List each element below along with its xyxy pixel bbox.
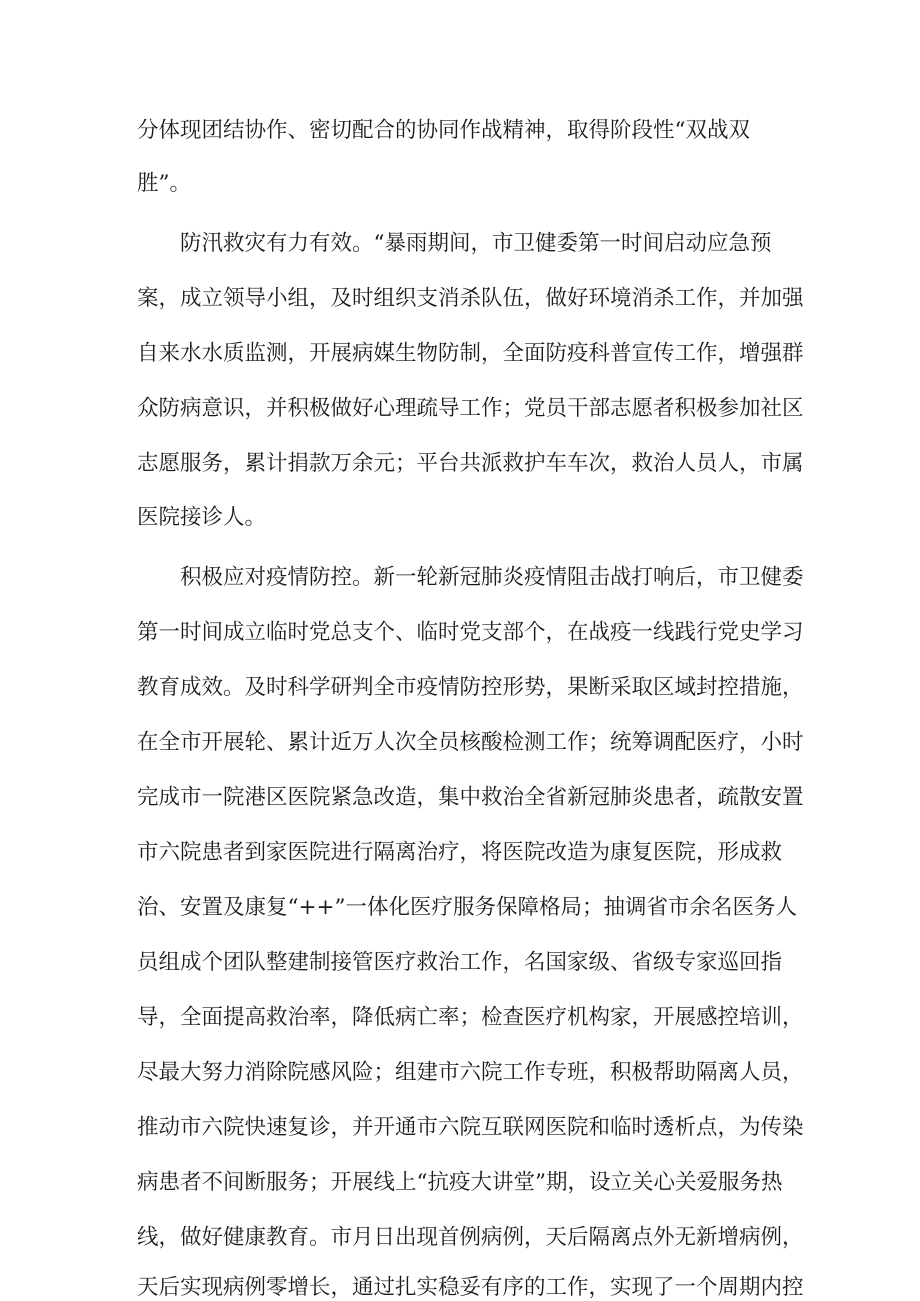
text-line: 第一时间成立临时党总支个、临时党支部个，在战疫一线践行党史学习 (137, 620, 804, 645)
text-line: 线，做好健康教育。市月日出现首例病例，天后隔离点外无新增病例， (137, 1225, 804, 1250)
text-line: 案，成立领导小组，及时组织支消杀队伍，做好环境消杀工作，并加强 (137, 286, 804, 311)
text-line: 尽最大努力消除院感风险；组建市六院工作专班，积极帮助隔离人员， (137, 1060, 804, 1085)
text-line: 完成市一院港区医院紧急改造，集中救治全省新冠肺炎患者，疏散安置 (137, 785, 804, 810)
text-line: 在全市开展轮、累计近万人次全员核酸检测工作；统筹调配医疗，小时 (137, 730, 804, 755)
text-line: 医院接诊人。 (137, 505, 267, 530)
text-line: 胜”。 (137, 171, 191, 196)
text-line: 天后实现病例零增长，通过扎实稳妥有序的工作，实现了一个周期内控 (137, 1275, 804, 1300)
text-line: 自来水水质监测，开展病媒生物防制，全面防疫科普宣传工作，增强群 (137, 341, 804, 366)
text-line: 教育成效。及时科学研判全市疫情防控形势，果断采取区域封控措施， (137, 675, 804, 700)
paragraph-first-line: 防汛救灾有力有效。“暴雨期间，市卫健委第一时间启动应急预 (180, 231, 772, 256)
text-line: 志愿服务，累计捐款万余元；平台共派救护车车次，救治人员人，市属 (137, 451, 804, 476)
text-line: 导，全面提高救治率，降低病亡率；检查医疗机构家，开展感控培训， (137, 1005, 804, 1030)
text-line: 众防病意识，并积极做好心理疏导工作；党员干部志愿者积极参加社区 (137, 396, 804, 421)
text-line: 推动市六院快速复诊，并开通市六院互联网医院和临时透析点，为传染 (137, 1115, 804, 1140)
text-line: 市六院患者到家医院进行隔离治疗，将医院改造为康复医院，形成救 (137, 840, 783, 865)
text-line: 病患者不间断服务；开展线上“抗疫大讲堂”期，设立关心关爱服务热 (137, 1170, 783, 1195)
paragraph-first-line: 积极应对疫情防控。新一轮新冠肺炎疫情阻击战打响后，市卫健委 (180, 565, 804, 590)
text-line: 治、安置及康复“++”一体化医疗服务保障格局；抽调省市余名医务人 (137, 895, 798, 920)
text-line: 分体现团结协作、密切配合的协同作战精神，取得阶段性“双战双 (137, 118, 750, 143)
text-line: 员组成个团队整建制接管医疗救治工作，名国家级、省级专家巡回指 (137, 950, 783, 975)
